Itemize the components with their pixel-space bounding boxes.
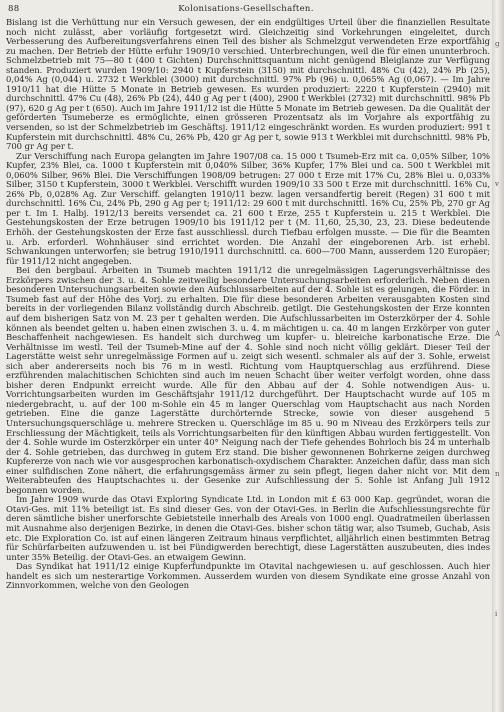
- gutter-fragment: v: [495, 180, 499, 188]
- gutter-fragment: i: [495, 610, 498, 618]
- paragraph: Im Jahre 1909 wurde das Otavi Exploring Syndicate Ltd. in London mit £ 63 000 Kap. gegründet, woran die Otavi-Ges. mit 11% beteiligt ist. Es sind dieser Ges. von der Otavi-Ges. in Berlin die Aufschliessungsrechte für deren sämtliche bisher unerforschte Gebietsteile innerhalb des Areals von 1000 engl. Quadratmeilen überlassen mit Ausnahme also derjenigen Bezirke, in denen die Otavi-Ges. bisher schon tätig war, also Tsumeb, Guchab, Asis etc. Die Exploration Co. ist auf einen längeren Zeitraum hinaus verpflichtet, alljährlich einen bestimmten Betrag für Schürfarbeiten aufzuwenden u. ist bei Fündigwerden berechtigt, diese Lagerstätten auszubeuten, dies indes unter 35% Beteilig. der Otavi-Ges. an etwaigem Gewinn.: [6, 494, 490, 562]
- gutter-fragment: g: [495, 40, 500, 48]
- gutter-fragment: A: [495, 330, 501, 338]
- paragraph: Bislang ist die Verhüttung nur ein Versuch gewesen, der ein endgültiges Urteil über die finanziellen Resultate noch nicht zulässt, aber vorläufig fortgesetzt wird. Gleichzeitig sind Vorkehrungen eingeleitet, durch Verbesserung des Aufbereitungsverfahrens einen Teil des bisher als Schmelzgut verwendeten Erze exportfähig zu machen. Der Betrieb der Hütte erfuhr 1909/10 verschied. Unterbrechungen, weil die für einen ununterbroch. Schmelzbetrieb mit 75—80 t (400 t Gichten) Durchschnittsquantum nicht genügend Bleiglanze zur Verfügung standen. Produziert wurden 1909/10: 2940 t Kupferstein (3150) mit durchschnittl. 48% Cu (42), 24% Pb (25), 0,04% Ag (0,044) u. 2732 t Werkblei (3000) mit durchschnittl. 97% Pb (96) u. 0,065% Ag (0,067). — Im Jahre 1910/11 hat die Hütte 5 Monate in Betrieb gewesen. Es wurden produziert: 2220 t Kupferstein (2940) mit durchschnittl. 47% Cu (48), 26% Pb (24), 440 g Ag per t (400), 2900 t Werkblei (2732) mit durchschnittl. 98% Pb (97), 620 g Ag per t (650). Auch im Jahre 1911/12 ist die Hütte 5 Monate im Betrieb gewesen. Da die Qualität der geförderten Tsumeberze es ermöglichte, einen grösseren Prozentsatz als im Vorjahre als exportfähig zu versenden, so ist der Schmelzbetrieb im Geschäftsj. 1911/12 eingeschränkt worden. Es wurden produziert: 991 t Kupferstein mit durchschnittl. 48% Cu, 26% Pb, 420 gr Ag per t, sowie 913 t Werkblei mit durchschnittl. 98% Pb, 700 gr Ag per t.: [6, 18, 490, 152]
- paragraph: Das Syndikat hat 1911/12 einige Kupferfundpunkte im Otavital nachgewiesen u. auf geschlossen. Auch hier handelt es sich um nesterartige Vorkommen. Ausserdem wurden von diesem Syndikate eine grosse Anzahl von Zinnvorkommen, welche von den Geologen: [6, 561, 490, 591]
- page-body: [6, 18, 490, 710]
- next-page-edge: [492, 0, 504, 712]
- page-header: [0, 4, 492, 16]
- paragraph: Bei den bergbaul. Arbeiten in Tsumeb machten 1911/12 die unregelmässigen Lagerungsverhältnisse des Erzkörpers zwischen der 3. u. 4. Sohle zeitweilig besondere Untersuchungsarbeiten erforderlich. Neben diesen besonderen Untersuchungsarbeiten sowie den Aufschlussarbeiten auf der 4. Sohle ist es gelungen, die Förder. in Tsumeb fast auf der Höhe des Vorj. zu erhalten. Die für diese besonderen Arbeiten verausgabten Kosten sind bereits in der vorliegenden Bilanz vollständig durch Abschreib. getilgt. Die Gestehungskosten der Erze konnten auf dem bisherigen Satz von M. 23 per t gehalten werden. Die Aufschlussarbeiten im Osterzkörper der 4. Sohle können als beendet gelten u. haben einen zwischen 3. u. 4. m mächtigen u. ca. 40 m langen Erzkörper von guter Beschaffenheit nachgewiesen. Es handelt sich durchweg um kupfer- u. bleireiche karbonatische Erze. Die Verhältnisse im westl. Teil der Tsumeb-Mine auf der 4. Sohle sind noch nicht völlig geklärt. Dieser Teil der Lagerstätte weist sehr unregelmässige Formen auf u. zeigt sich wesentl. schmaler als auf der 3. Sohle, erweist sich aber andererseits noch bis 76 m in westl. Richtung vom Hauptquerschlag aus erzführend. Diese erzführenden malachitischen Schichten sind auch im neuen Schacht über weiter verfolgt worden, ohne dass bisher deren Endpunkt erreicht wurde. Alle für den Abbau auf der 4. Sohle notwendigen Aus- u. Vorrichtungsarbeiten wurden im Geschäftsjahr 1911/12 durchgeführt. Der Hauptschacht wurde auf 105 m niedergebracht, u. auf der 100 m-Sohle ein 45 m langer Querschlag vom Hauptschacht aus nach Norden getrieben. Eine die ganze Lagerstätte durchörternde Strecke, sowie von dieser ausgehend 5 Untersuchungsquerschläge u. mehrere Strecken u. Querschläge im 85 u. 90 m Niveau des Erzkörpers teils zur Erschliessung der Mächtigkeit, teils als Vorrichtungsarbeiten für den künftigen Abbau wurden fertiggestellt. Von der 4. Sohle wurde im Osterzkörper ein unter 40° Neigung nach der Tiefe gehendes Bohrloch bis 24 m unterhalb der 4. Sohle getrieben, das durchweg in gutem Erz stand. Die bisher gewonnenen Bohrkerne zeigen durchweg Kupfererze von nach wie vor ausgesprochen karbonatisch-oxydischem Charakter. Anzeichen dafür, dass man sich einer sulfidischen Zone nähert, die erfahrungsgemäss ärmer zu sein pflegt, liegen daher nicht vor. Mit dem Weiterabteufen des Hauptschachtes u. der Gesenke zur Aufschliessung der 5. Sohle ist Anfang Juli 1912 begonnen worden.: [6, 265, 490, 495]
- running-title: Kolonisations-Gesellschaften.: [178, 4, 314, 14]
- paragraph: Zur Verschiffung nach Europa gelangten im Jahre 1907/08 ca. 15 000 t Tsumeb-Erz mit ca. 0,05% Silber, 10% Kupfer, 23% Blei, ca. 1000 t Kupferstein mit 0,040% Silber, 36% Kupfer, 17% Blei und ca. 500 t Werkblei mit 0,060% Silber, 96% Blei. Die Verschiffungen 1908/09 betrugen: 27 000 t Erze mit 17% Cu, 28% Blei u. 0,033% Silber, 3150 t Kupferstein, 3000 t Werkblei. Verschifft wurden 1909/10 33 500 t Erze mit durchschnittl. 16% Cu, 26% Pb, 0,028% Ag. Zur Verschiff. gelangten 1910/11 bezw. lagen versandfertig bereit (Regen) 31 600 t mit durchschnittl. 16% Cu, 24% Pb, 290 g Ag per t; 1911/12: 29 600 t mit durchschnittl. 16% Cu, 25% Pb, 270 gr Ag per t. Im I. Halbj. 1912/13 bereits versendet ca. 21 600 t Erze, 255 t Kupferstein u. 215 t Werkblei. Die Gestehungskosten der Erze betrugen 1909/10 bis 1911/12 per t (M. 11,60, 25,30, 23, 23. Diese bedeutende Erhöh. der Gestehungskosten der Erze fast ausschliessl. durch Tiefbau erfolgen musste. — Die für die Beamten u. Arb. erforderl. Wohnhäuser sind errichtet worden. Die Anzahl der eingeborenen Arb. ist erhebl. Schwankungen unterworfen; sie betrug 1910/1911 durchschnittl. ca. 600—700 Mann, ausserdem 120 Europäer; für 1911/12 nicht angegeben.: [6, 150, 490, 266]
- gutter-fragment: n: [495, 470, 500, 478]
- page-number: 88: [8, 4, 20, 14]
